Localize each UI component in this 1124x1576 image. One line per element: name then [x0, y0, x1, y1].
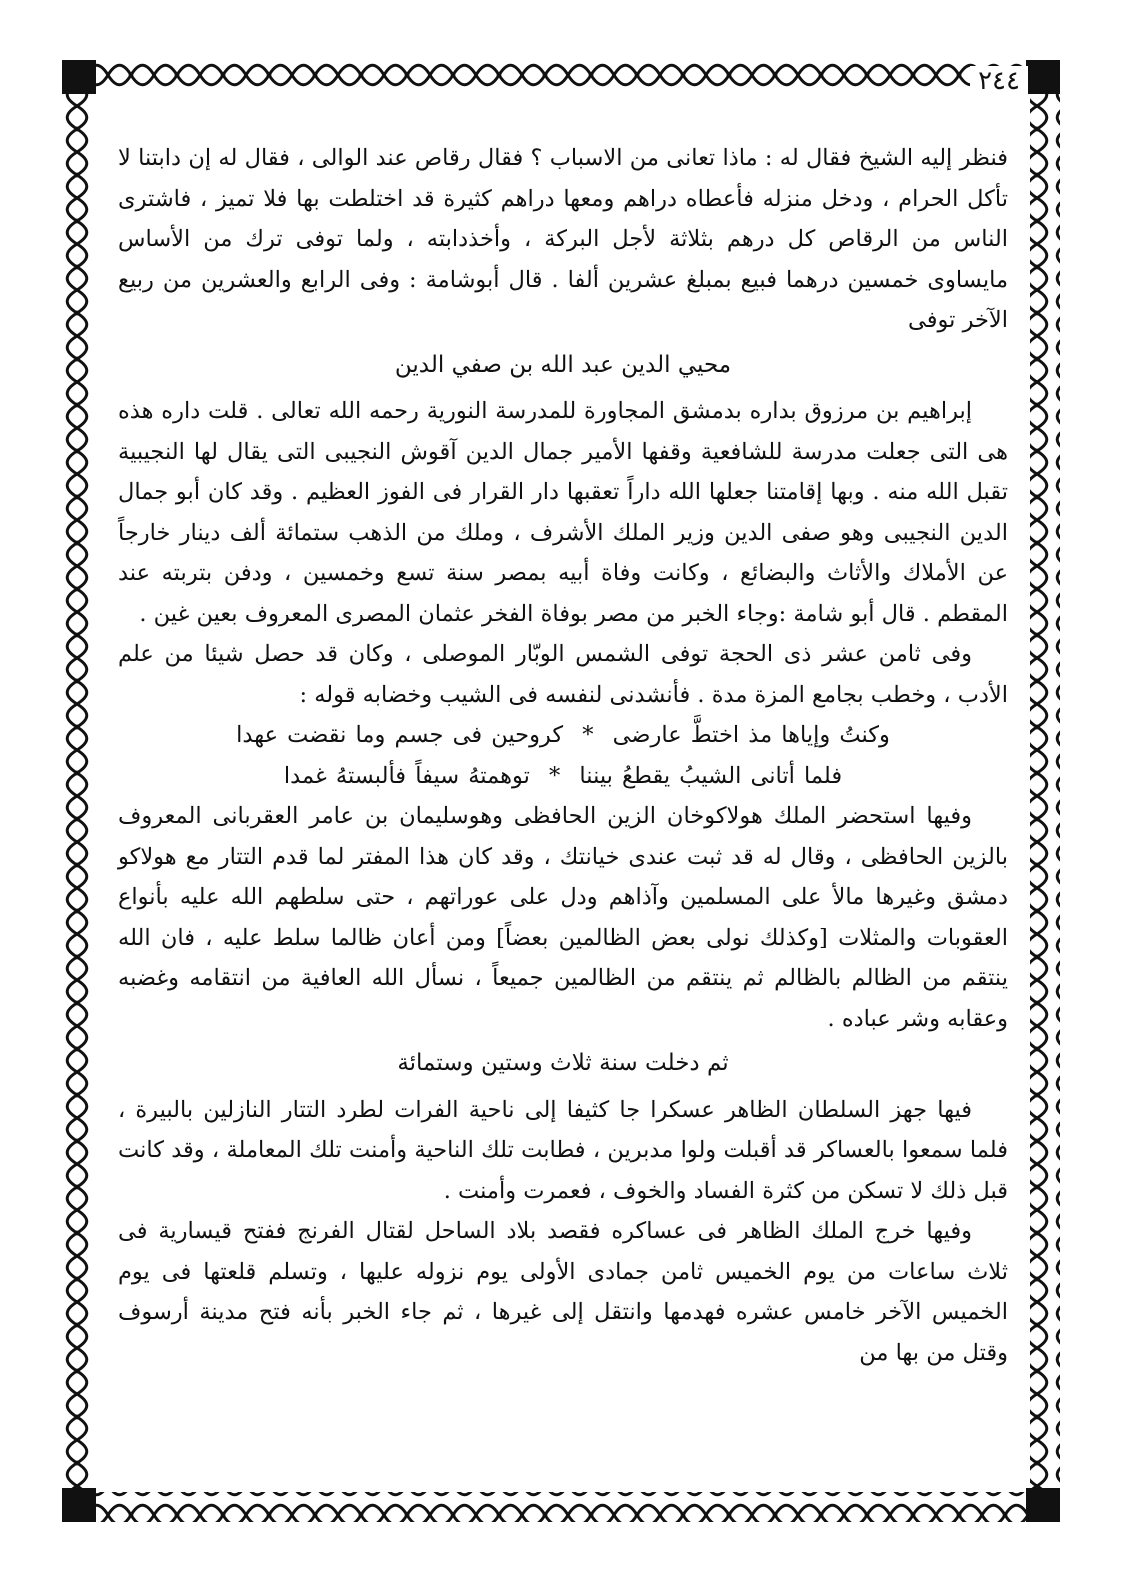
paragraph: فيها جهز السلطان الظاهر عسكرا جا كثيفا إلى ناحية الفرات لطرد التتار النازلين بالبيرة ، فلما سمعوا بالعساكر قد أقبلت ولوا مدبرين ، فطابت تلك الناحية وأمنت تلك المعاملة ، وقد كانت قبل ذلك لا تسكن من كثرة الفساد والخوف ، فعمرت وأمنت .: [118, 1096, 1008, 1204]
verse-line: [118, 756, 1008, 797]
paragraph: فنظر إليه الشيخ فقال له : ماذا تعانى من الاسباب ؟ فقال رقاص عند الوالى ، فقال له إن دابتنا لا تأكل الحرام ، ودخل منزله فأعطاه دراهم ومعها دراهم كثيرة قد اختلطت بها فلا تميز ، فاشترى الناس من الرقاص كل درهم بثلاثة لأجل البركة ، وأخذدابته ، ولما توفى ترك من الأساس مايساوى خمسين درهما فبيع بمبلغ عشرين ألفا . قال أبوشامة : وفى الرابع والعشرين من ربيع الآخر توفى: [118, 145, 1008, 333]
verse-separator: *: [582, 722, 594, 748]
paragraph: إبراهيم بن مرزوق بداره بدمشق المجاورة للمدرسة النورية رحمه الله تعالى . قلت داره هذه هى التى جعلت مدرسة للشافعية وقفها الأمير جمال الدين آقوش النجيبى التى يقال لها النجيبية تقبل الله منه . وبها إقامتنا جعلها الله داراً تعقبها دار القرار فى الفوز العظيم . وقد كان أبو جمال الدين النجيبى وهو صفى الدين وزير الملك الأشرف ، وملك من الذهب ستمائة ألف دينار خارجاً عن الأملاك والأثاث والبضائع ، وكانت وفاة أبيه بمصر سنة تسع وخمسين ، ودفن بتربته عند المقطم . قال أبو شامة :وجاء الخبر من مصر بوفاة الفخر عثمان المصرى المعروف بعين غين .: [118, 398, 1008, 627]
paragraph: وفى ثامن عشر ذى الحجة توفى الشمس الوبّار الموصلى ، وكان قد حصل شيئا من علم الأدب ، وخطب بجامع المزة مدة . فأنشدنى لنفسه فى الشيب وخضابه قوله :: [118, 641, 1008, 708]
section-heading: محيي الدين عبد الله بن صفي الدين: [394, 351, 732, 378]
body-text: [118, 138, 1008, 1448]
verse-hemistich: وكنتُ وإياها مذ اختطَّ عارضى: [612, 722, 890, 748]
paragraph: وفيها استحضر الملك هولاكوخان الزين الحافظى وهوسليمان بن عامر العقربانى المعروف بالزين الحافظى ، وقال له قد ثبت عندى خيانتك ، وقد كان هذا المفتر لما قدم التتار مع هولاكو دمشق وغيرها مالأ على المسلمين وآذاهم ودل على عوراتهم ، حتى سلطهم الله عليه بأنواع العقوبات والمثلات [وكذلك نولى بعض الظالمين بعضاً] ومن أعان ظالما سلط عليه ، فان الله ينتقم من الظالم بالظالم ثم ينتقم من الظالمين جميعاً ، نسأل الله العافية من انتقامه وغضبه وعقابه وشر عباده .: [118, 803, 1008, 1032]
verse-line: [118, 715, 1008, 756]
verse-hemistich: توهمتهُ سيفاً فألبستهُ غمدا: [283, 762, 530, 789]
verse-separator: *: [549, 762, 561, 789]
paragraph: وفيها خرج الملك الظاهر فى عساكره فقصد بلاد الساحل لقتال الفرنج ففتح قيسارية فى ثلاث ساعات من يوم الخميس ثامن جمادى الأولى يوم نزوله عليها ، وتسلم قلعتها فى يوم الخميس الآخر خامس عشره فهدمها وانتقل إلى غيرها ، ثم جاء الخبر بأنه فتح مدينة أرسوف وقتل من بها من: [118, 1218, 1008, 1366]
verse-hemistich: كروحين فى جسم وما نقضت عهدا: [236, 722, 564, 748]
section-heading: ثم دخلت سنة ثلاث وستين وستمائة: [397, 1050, 729, 1076]
verse-hemistich: فلما أتانى الشيبُ يقطعُ بيننا: [579, 762, 843, 789]
page-number: ٢٤٤: [970, 66, 1028, 96]
